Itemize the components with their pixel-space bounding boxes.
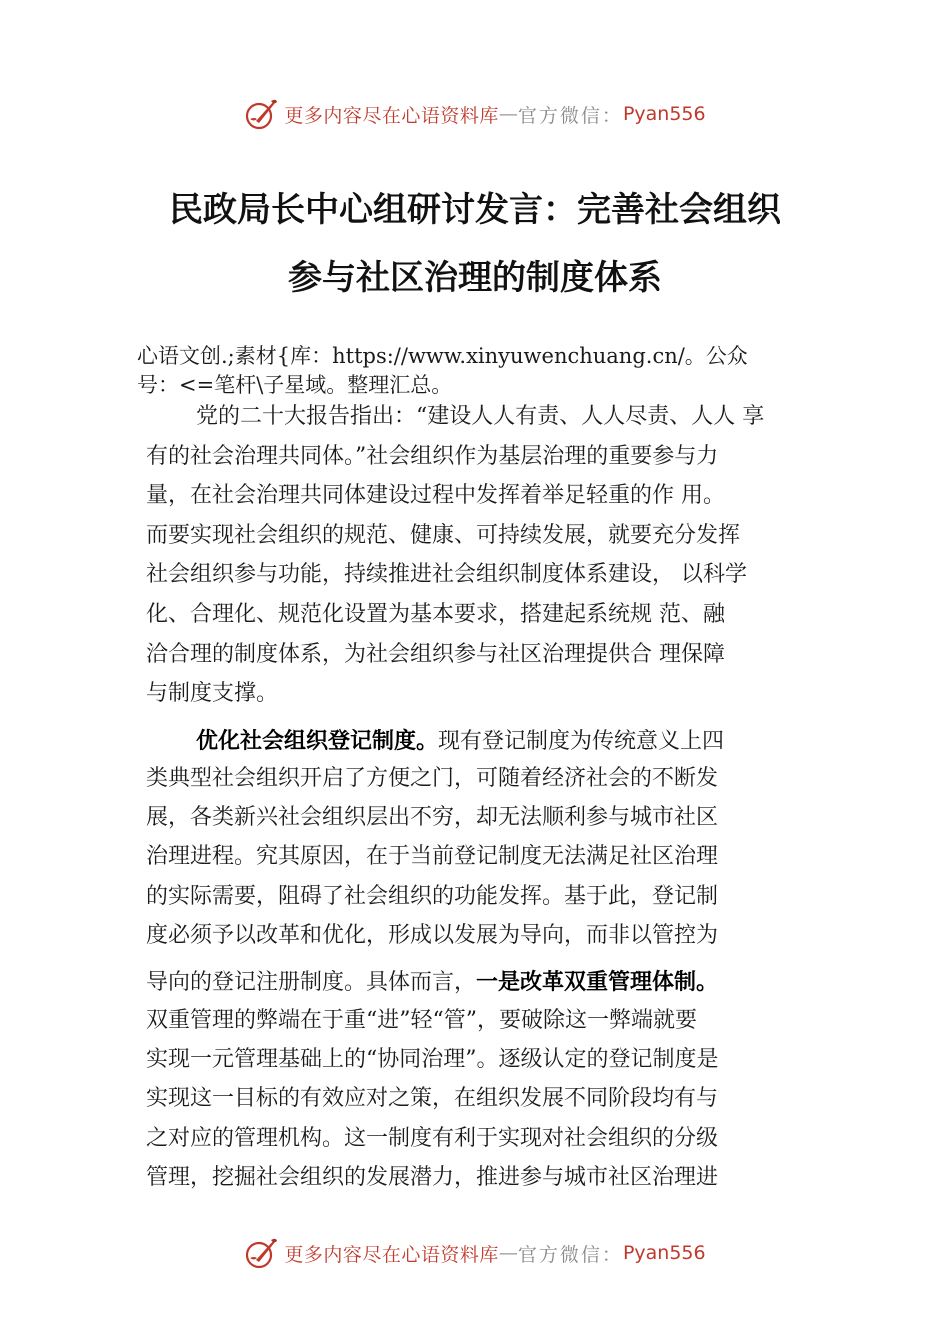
quill-pen-logo-icon [244,1236,278,1270]
paragraph-1-line: 与制度支撑。 [146,681,279,706]
source-line-1: 心语文创.;素材{库：https://www.xinyuwenchuang.cn/。公众 [137,344,748,368]
banner-text: 更多内容尽在心语资料库 [284,104,499,127]
banner-wechat-label: 官方微信： [517,104,623,127]
header-banner [0,94,950,134]
paragraph-1-line: 而要实现社会组织的规范、健康、可持续发展，就要充分发挥 [146,523,741,548]
paragraph-1-line: 洽合理的制度体系，为社会组织参与社区治理提供合 理保障 [146,642,725,667]
banner-dash: — [498,1242,518,1264]
banner-wechat-id: Pyan556 [622,1242,706,1264]
paragraph-1-line: 党的二十大报告指出：“建设人人有责、人人尽责、人人 享 [196,404,765,429]
paragraph-2-lead-text: 现有登记制度为传统意义上四 [438,729,725,754]
paragraph-1-line: 化、合理化、规范化设置为基本要求，搭建起系统规 范、融 [146,602,725,627]
document-title-line-1: 民政局长中心组研讨发言：完善社会组织 [169,190,781,230]
paragraph-2-tail-line: 之对应的管理机构。这一制度有利于实现对社会组织的分级 [146,1126,719,1151]
banner-text: 更多内容尽在心语资料库 [284,1243,499,1266]
document-title-line-2: 参与社区治理的制度体系 [288,258,662,298]
quill-pen-logo-icon [244,97,278,131]
banner-wechat-label: 官方微信： [517,1243,623,1266]
paragraph-2-line: 类典型社会组织开启了方便之门，可随着经济社会的不断发 [146,766,719,791]
banner-wechat-id: Pyan556 [622,103,706,125]
paragraph-1-line: 有的社会治理共同体。”社会组织作为基层治理的重要参与力 [146,444,719,469]
paragraph-2-line: 的实际需要，阻碍了社会组织的功能发挥。基于此，登记制 [146,884,719,909]
source-line-2: 号：<=笔杆\子星域。整理汇总。 [137,373,453,397]
sub-heading-bold: 一是改革双重管理体制。 [476,970,719,995]
paragraph-2-mixed-line [146,968,718,998]
paragraph-2-line: 治理进程。究其原因，在于当前登记制度无法满足社区治理 [146,844,719,869]
banner-dash: — [498,103,518,125]
paragraph-2-line: 展，各类新兴社会组织层出不穷，却无法顺利参与城市社区 [146,805,719,830]
paragraph-2-tail-line: 实现这一目标的有效应对之策，在组织发展不同阶段均有与 [146,1086,719,1111]
paragraph-2-tail-line: 管理，挖掘社会组织的发展潜力，推进参与城市社区治理进 [146,1165,719,1190]
paragraph-2-mixed-text: 导向的登记注册制度。具体而言， [146,970,477,995]
paragraph-2-tail-line: 实现一元管理基础上的“协同治理”。逐级认定的登记制度是 [146,1047,719,1072]
paragraph-2-line: 度必须予以改革和优化，形成以发展为导向，而非以管控为 [146,923,719,948]
footer-banner [0,1233,950,1273]
paragraph-2-lead-line [196,727,724,757]
section-heading-bold: 优化社会组织登记制度。 [196,729,439,754]
paragraph-1-line: 社会组织参与功能，持续推进社会组织制度体系建设， 以科学 [146,562,747,587]
paragraph-1-line: 量，在社会治理共同体建设过程中发挥着举足轻重的作 用。 [146,483,725,508]
paragraph-2-tail-line: 双重管理的弊端在于重“进”轻“管”，要破除这一弊端就要 [146,1008,697,1033]
